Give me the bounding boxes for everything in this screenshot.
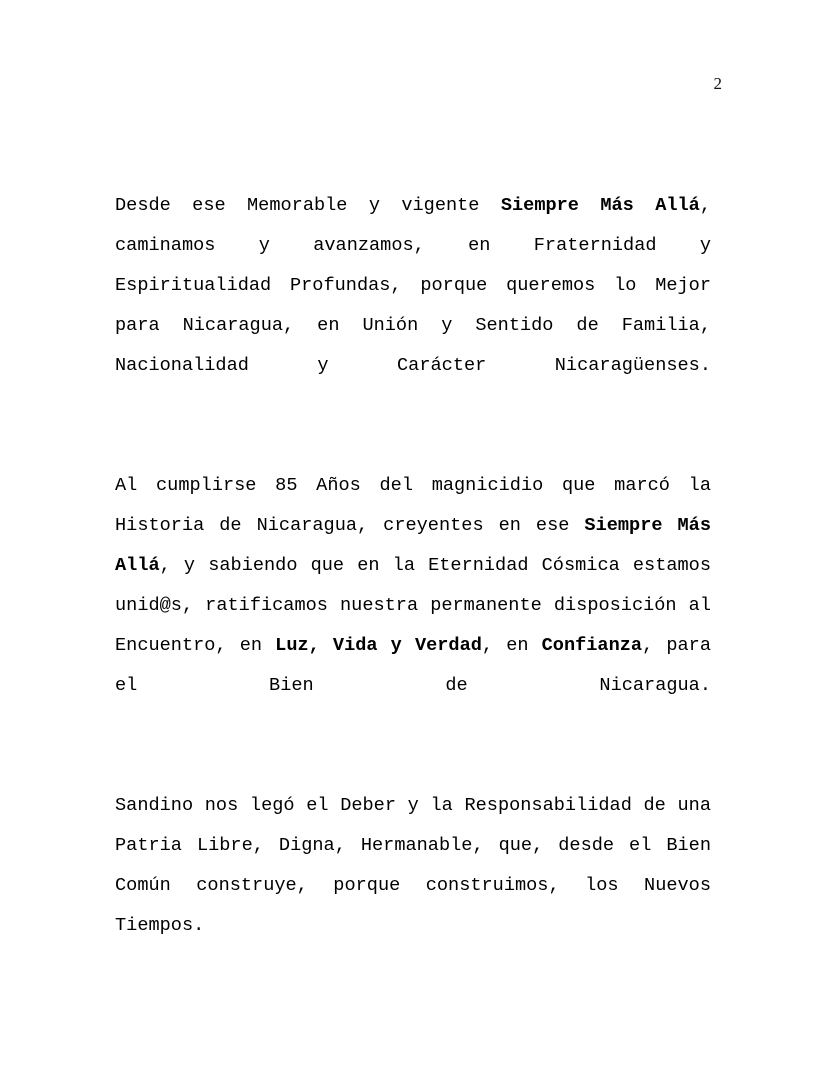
paragraph-2-run-6-regular: , para el Bien de Nicaragua. (115, 635, 711, 696)
paragraph-2-run-0-regular: Al cumplirse 85 Años del magnicidio que marcó la Historia de Nicaragua, creyentes en ese (115, 475, 711, 536)
page-number: 2 (713, 74, 722, 93)
paragraph-1-run-1-bold: Siempre Más Allá (500, 195, 700, 216)
paragraph-2-run-4-regular: , en (481, 635, 542, 656)
paragraph-1-run-2-regular: , caminamos y avanzamos, en Fraternidad y Espiritualidad Profundas, porque queremos lo Mejor para Nicaragua, en Unión y Sentido de Familia, Nacionalidad y Carácter Nicaragüenses. (115, 195, 712, 376)
paragraph-1 (115, 186, 711, 426)
paragraph-3-run-0-regular: Sandino nos legó el Deber y la Responsabilidad de una Patria Libre, Digna, Hermanable, que, desde el Bien Común construye, porque construimos, los Nuevos Tiempos. (115, 795, 711, 936)
paragraph-2 (115, 466, 711, 746)
paragraph-1-run-0-regular: Desde ese Memorable y vigente (115, 195, 501, 216)
paragraph-2-run-2-regular: , y sabiendo que en la Eternidad Cósmica estamos unid@s, ratificamos nuestra permanente disposición al Encuentro, en (115, 555, 711, 656)
paragraph-3 (115, 786, 711, 986)
paragraph-2-run-5-bold: Confianza (541, 635, 643, 656)
document-body (115, 186, 711, 986)
paragraph-2-run-3-bold: Luz, Vida y Verdad (275, 635, 482, 656)
paragraph-2-run-1-bold: Siempre Más Allá (115, 515, 711, 576)
